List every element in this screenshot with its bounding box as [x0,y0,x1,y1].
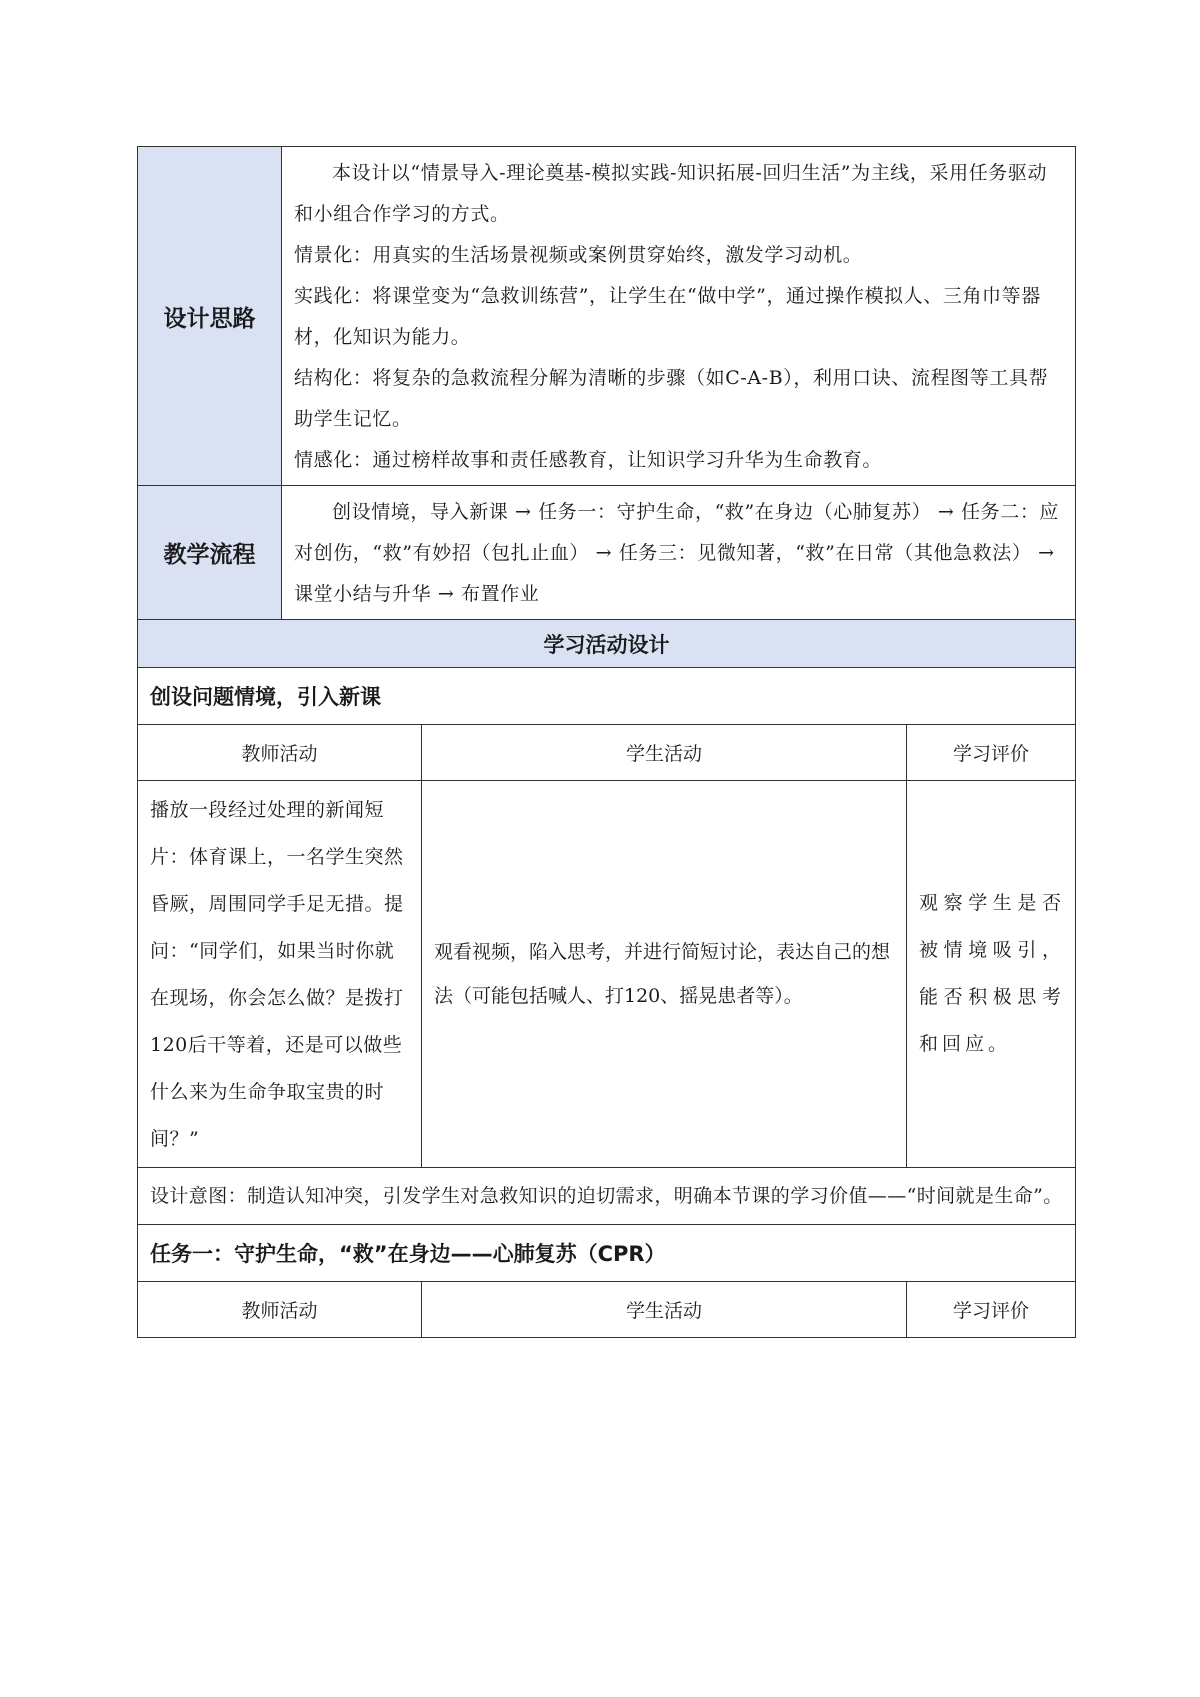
section2-title: 任务一：守护生命，“救”在身边——心肺复苏（CPR） [138,1225,1076,1282]
activity-design-row [138,620,1076,668]
section1-intent-row [138,1168,1076,1225]
section1-content-row [138,781,1076,1168]
design-thinking-item: 情景化：用真实的生活场景视频或案例贯穿始终，激发学习动机。 [294,244,863,266]
teacher-activity-header: 教师活动 [138,1282,422,1338]
section1-header-row [138,725,1076,781]
section1-title-row [138,668,1076,725]
teacher-activity-cell: 播放一段经过处理的新闻短片：体育课上，一名学生突然昏厥，周围同学手足无措。提问：“同学们，如果当时你就在现场，你会怎么做？是拨打120后干等着，还是可以做些什么来为生命争取宝贵的时间？” [138,781,422,1168]
design-thinking-item: 实践化：将课堂变为“急救训练营”，让学生在“做中学”，通过操作模拟人、三角巾等器材，化知识为能力。 [294,285,1041,348]
evaluation-header: 学习评价 [907,725,1076,781]
design-thinking-content [282,147,1076,486]
evaluation-cell: 观察学生是否被情境吸引，能否积极思考和回应。 [907,781,1076,1168]
teaching-flow-text: 创设情境，导入新课 → 任务一：守护生命，“救”在身边（心肺复苏） → 任务二：应对创伤，“救”有妙招（包扎止血） → 任务三：见微知著，“救”在日常（其他急救法） → 课堂小结与升华 → 布置作业 [294,501,1060,605]
design-thinking-item: 情感化：通过榜样故事和责任感教育，让知识学习升华为生命教育。 [294,449,883,471]
teaching-flow-label: 教学流程 [138,486,282,620]
evaluation-header: 学习评价 [907,1282,1076,1338]
teacher-activity-header: 教师活动 [138,725,422,781]
lesson-plan-table [137,146,1076,1338]
section2-title-row [138,1225,1076,1282]
lesson-plan-page [137,146,1075,1338]
student-activity-header: 学生活动 [422,725,907,781]
section2-header-row [138,1282,1076,1338]
teaching-flow-content [282,486,1076,620]
design-thinking-item: 结构化：将复杂的急救流程分解为清晰的步骤（如C-A-B），利用口诀、流程图等工具帮助学生记忆。 [294,367,1049,430]
design-thinking-row [138,147,1076,486]
activity-design-title: 学习活动设计 [138,620,1076,668]
student-activity-cell: 观看视频，陷入思考，并进行简短讨论，表达自己的想法（可能包括喊人、打120、摇晃患者等）。 [422,781,907,1168]
design-thinking-label: 设计思路 [138,147,282,486]
student-activity-header: 学生活动 [422,1282,907,1338]
design-thinking-intro: 本设计以“情景导入-理论奠基-模拟实践-知识拓展-回归生活”为主线，采用任务驱动和小组合作学习的方式。 [294,162,1048,225]
section1-title: 创设问题情境，引入新课 [138,668,1076,725]
design-intent: 设计意图：制造认知冲突，引发学生对急救知识的迫切需求，明确本节课的学习价值——“时间就是生命”。 [138,1168,1076,1225]
teaching-flow-row [138,486,1076,620]
